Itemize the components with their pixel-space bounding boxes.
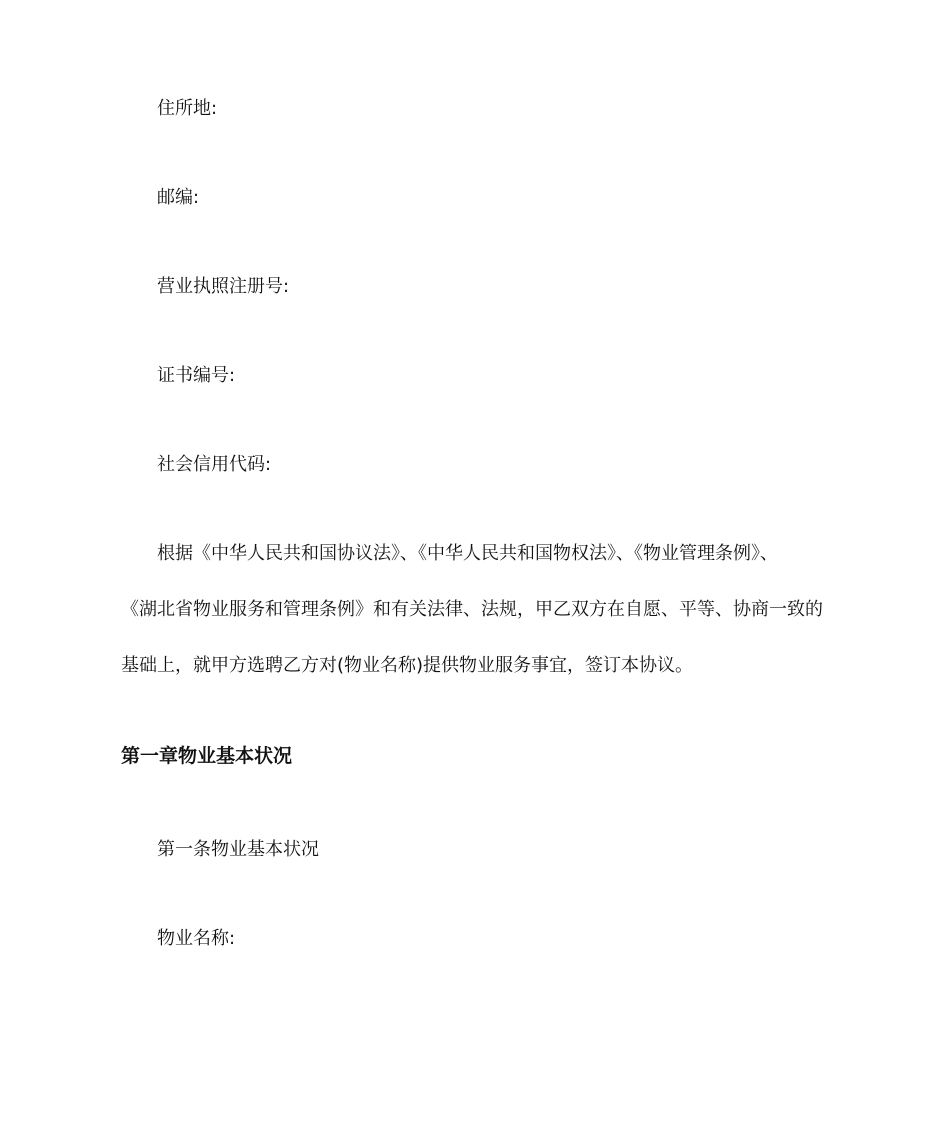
preamble-line-2: 《湖北省物业服务和管理条例》和有关法律、法规，甲乙双方在自愿、平等、协商一致的 (121, 599, 823, 620)
article-1-title: 第一条物业基本状况 (157, 839, 319, 860)
field-credit-code: 社会信用代码: (157, 454, 272, 475)
field-address: 住所地: (157, 98, 218, 119)
field-certificate-no: 证书编号: (157, 365, 236, 386)
field-business-license: 营业执照注册号: (157, 276, 290, 297)
preamble-line-1: 根据《中华人民共和国协议法》、《中华人民共和国物权法》、《物业管理条例》、 (157, 543, 778, 564)
field-postcode: 邮编: (157, 187, 200, 208)
preamble-line-3: 基础上，就甲方选聘乙方对(物业名称)提供物业服务事宜，签订本协议。 (121, 655, 694, 676)
chapter-title: 第一章物业基本状况 (121, 745, 293, 767)
field-property-name: 物业名称: (157, 928, 236, 949)
